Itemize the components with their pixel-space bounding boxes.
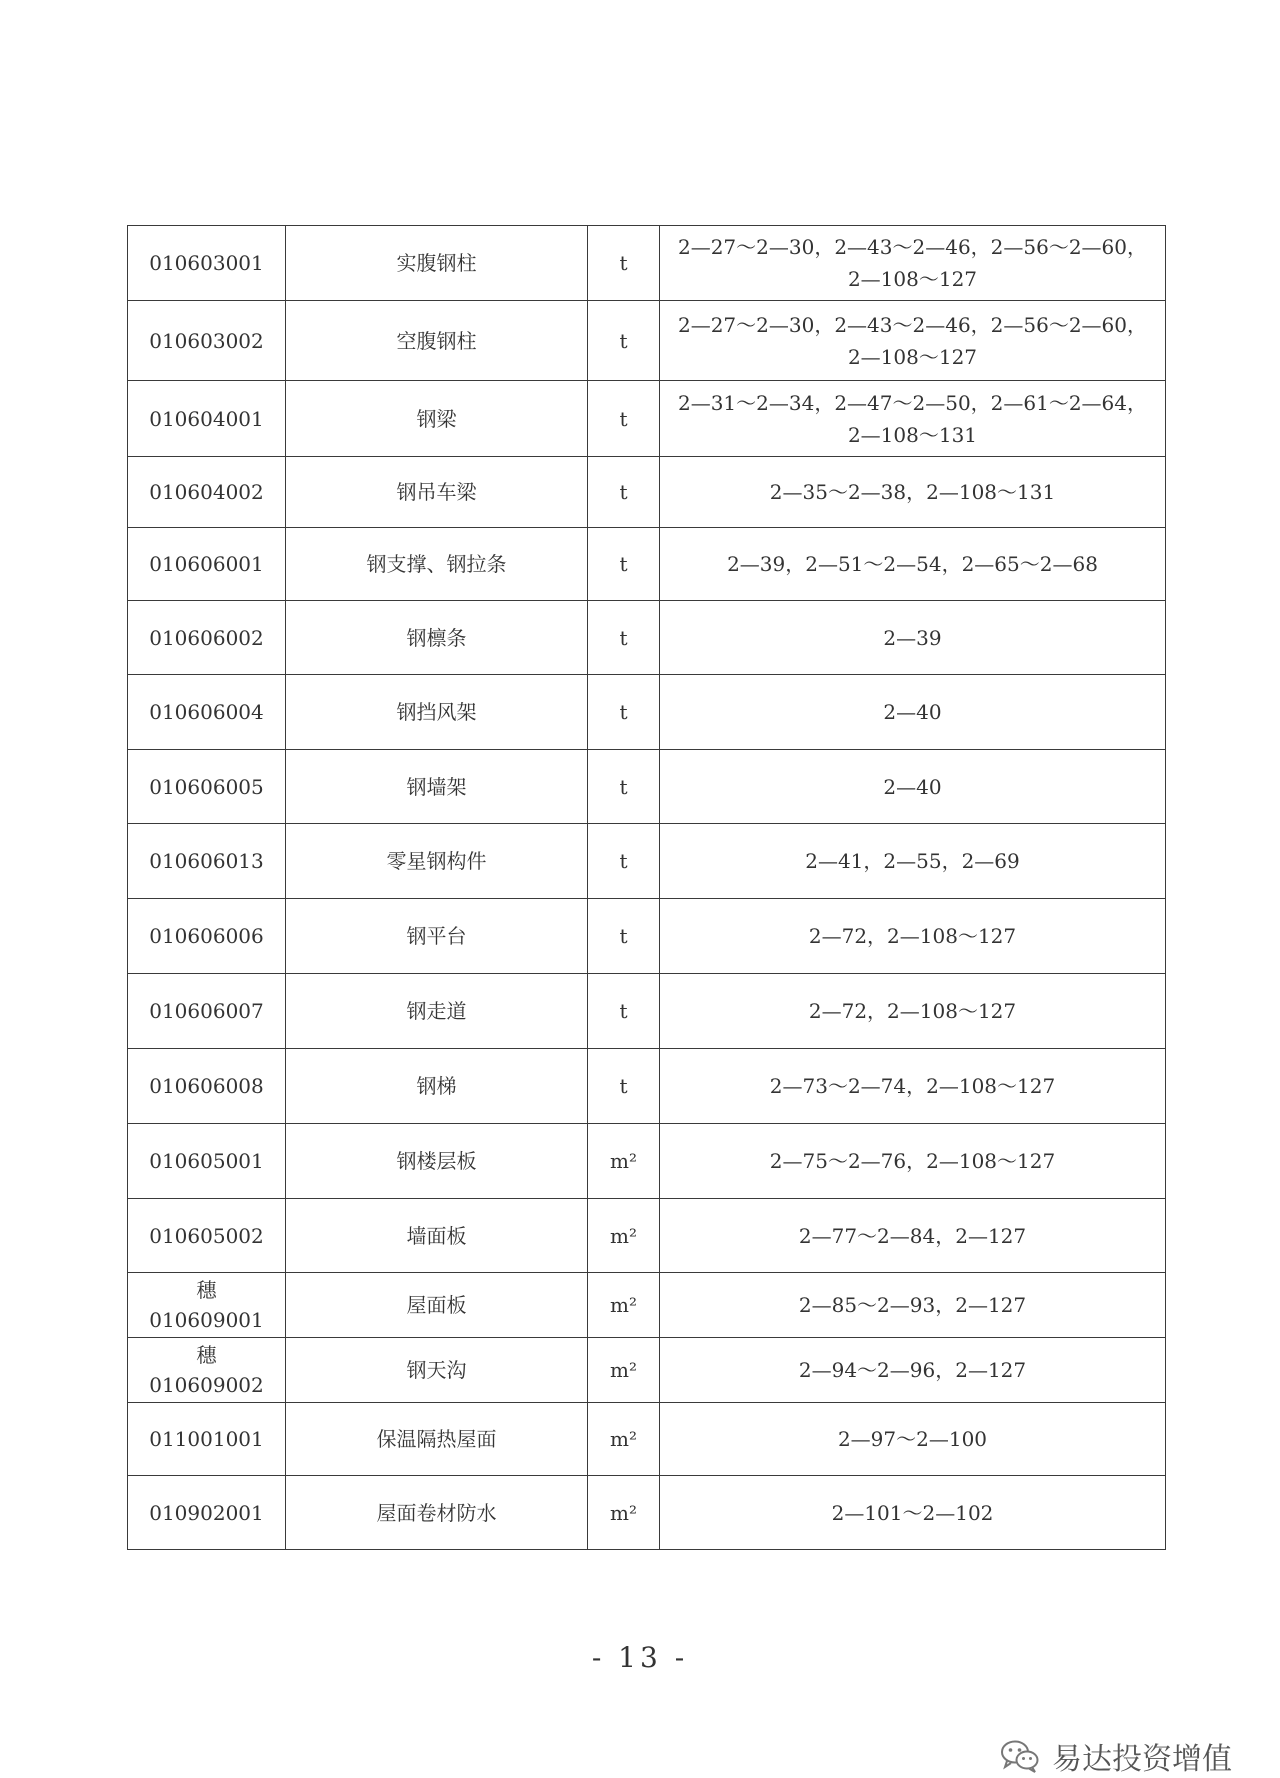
item-code: 010606001 xyxy=(149,552,264,576)
table-row xyxy=(128,1273,1166,1338)
wechat-icon xyxy=(1000,1739,1040,1773)
quota-ref-line: 2—40 xyxy=(883,774,942,799)
page-number: - 13 - xyxy=(591,1641,689,1674)
item-name: 墙面板 xyxy=(286,1199,588,1273)
item-unit: m² xyxy=(588,1273,660,1338)
item-unit: m² xyxy=(588,1338,660,1403)
item-code: 010606013 xyxy=(149,849,264,873)
item-code: 010606002 xyxy=(149,625,264,650)
quota-ref-cell xyxy=(660,1403,1166,1476)
quota-ref-cell xyxy=(660,301,1166,381)
item-code: 010606007 xyxy=(149,999,264,1023)
quota-ref-line: 2—72，2—108～127 xyxy=(808,924,1017,948)
item-code-cell xyxy=(128,1338,286,1403)
quota-ref-line: 2—108～127 xyxy=(847,344,978,369)
item-code-cell xyxy=(128,457,286,528)
quota-ref-line: 2—72，2—108～127 xyxy=(808,999,1017,1023)
table-row xyxy=(128,750,1166,824)
item-code-cell xyxy=(128,750,286,824)
table-row xyxy=(128,675,1166,750)
item-code-cell xyxy=(128,528,286,601)
quota-ref-cell xyxy=(660,899,1166,974)
quota-ref-line: 2—108～131 xyxy=(847,422,978,447)
item-name: 钢走道 xyxy=(286,974,588,1049)
item-name: 屋面卷材防水 xyxy=(286,1476,588,1550)
table-row xyxy=(128,1338,1166,1403)
item-unit: t xyxy=(588,750,660,824)
item-code: 011001001 xyxy=(149,1427,264,1451)
item-name: 钢支撑、钢拉条 xyxy=(286,528,588,601)
table-row xyxy=(128,301,1166,381)
item-name: 钢挡风架 xyxy=(286,675,588,750)
item-code-cell xyxy=(128,974,286,1049)
quota-ref-line: 2—75～2—76，2—108～127 xyxy=(769,1149,1056,1173)
table-row xyxy=(128,601,1166,675)
item-code: 010605001 xyxy=(149,1149,264,1173)
item-unit: m² xyxy=(588,1476,660,1550)
quota-ref-cell xyxy=(660,1476,1166,1550)
table-row xyxy=(128,381,1166,457)
quota-ref-line: 2—40 xyxy=(883,700,942,724)
item-unit: m² xyxy=(588,1124,660,1199)
item-name: 钢梁 xyxy=(286,381,588,457)
item-code-cell xyxy=(128,1049,286,1124)
item-name: 实腹钢柱 xyxy=(286,226,588,301)
quota-ref-line: 2—97～2—100 xyxy=(837,1427,988,1451)
table-row xyxy=(128,1049,1166,1124)
item-name: 空腹钢柱 xyxy=(286,301,588,381)
table-row xyxy=(128,457,1166,528)
item-unit: t xyxy=(588,457,660,528)
item-code-cell xyxy=(128,226,286,301)
item-code-cell xyxy=(128,301,286,381)
quota-ref-cell xyxy=(660,1199,1166,1273)
item-code-cell xyxy=(128,1403,286,1476)
quota-ref-cell xyxy=(660,226,1166,301)
item-code: 010902001 xyxy=(149,1500,264,1525)
table-row xyxy=(128,974,1166,1049)
item-code-cell xyxy=(128,601,286,675)
item-code-cell xyxy=(128,899,286,974)
item-name: 钢天沟 xyxy=(286,1338,588,1403)
item-name: 屋面板 xyxy=(286,1273,588,1338)
watermark-text: 易达投资增值 xyxy=(1052,1742,1232,1777)
item-code-cell xyxy=(128,1199,286,1273)
item-code: 010606006 xyxy=(149,924,264,948)
item-name: 钢墙架 xyxy=(286,750,588,824)
item-code-cell xyxy=(128,1476,286,1550)
item-unit: t xyxy=(588,974,660,1049)
quota-ref-line: 2—85～2—93，2—127 xyxy=(798,1293,1027,1317)
item-unit: t xyxy=(588,601,660,675)
item-unit: t xyxy=(588,675,660,750)
item-code: 010604001 xyxy=(149,406,264,431)
item-name: 钢平台 xyxy=(286,899,588,974)
item-unit: t xyxy=(588,824,660,899)
watermark xyxy=(1000,1734,1232,1778)
item-code-prefix: 穗 xyxy=(196,1278,217,1302)
item-code: 010609002 xyxy=(149,1373,264,1397)
quota-ref-line: 2—41，2—55，2—69 xyxy=(805,849,1020,873)
quota-ref-cell xyxy=(660,750,1166,824)
item-unit: t xyxy=(588,226,660,301)
table-row xyxy=(128,528,1166,601)
item-code: 010604002 xyxy=(149,480,264,504)
quota-ref-line: 2—27～2—30，2—43～2—46，2—56～2—60， xyxy=(677,235,1148,259)
item-code-cell xyxy=(128,381,286,457)
quota-ref-cell xyxy=(660,1049,1166,1124)
item-name: 钢吊车梁 xyxy=(286,457,588,528)
item-code: 010606008 xyxy=(149,1074,264,1098)
quota-ref-cell xyxy=(660,824,1166,899)
item-unit: t xyxy=(588,301,660,381)
item-unit: t xyxy=(588,528,660,601)
item-code: 010603002 xyxy=(149,328,264,353)
item-code-prefix: 穗 xyxy=(196,1343,217,1367)
item-unit: t xyxy=(588,1049,660,1124)
quota-ref-line: 2—101～2—102 xyxy=(831,1500,994,1525)
item-code: 010609001 xyxy=(149,1308,264,1332)
quota-ref-cell xyxy=(660,675,1166,750)
quota-ref-cell xyxy=(660,381,1166,457)
item-unit: t xyxy=(588,381,660,457)
item-code-cell xyxy=(128,1124,286,1199)
item-code: 010606005 xyxy=(149,774,264,799)
item-code-cell xyxy=(128,1273,286,1338)
item-name: 钢梯 xyxy=(286,1049,588,1124)
item-name: 零星钢构件 xyxy=(286,824,588,899)
quota-ref-cell xyxy=(660,1124,1166,1199)
quota-table-body xyxy=(128,226,1166,1550)
quota-ref-line: 2—31～2—34，2—47～2—50，2—61～2—64， xyxy=(677,390,1148,415)
table-row xyxy=(128,226,1166,301)
item-name: 保温隔热屋面 xyxy=(286,1403,588,1476)
quota-ref-line: 2—27～2—30，2—43～2—46，2—56～2—60， xyxy=(677,312,1148,337)
table-row xyxy=(128,1403,1166,1476)
quota-ref-cell xyxy=(660,1338,1166,1403)
table-row xyxy=(128,1476,1166,1550)
table-row xyxy=(128,899,1166,974)
quota-ref-line: 2—39，2—51～2—54，2—65～2—68 xyxy=(727,552,1098,576)
item-unit: m² xyxy=(588,1199,660,1273)
item-code: 010603001 xyxy=(149,251,264,275)
quota-ref-cell xyxy=(660,457,1166,528)
quota-ref-line: 2—39 xyxy=(883,625,942,650)
item-code-cell xyxy=(128,675,286,750)
quota-ref-line: 2—77～2—84，2—127 xyxy=(798,1223,1027,1248)
item-name: 钢檩条 xyxy=(286,601,588,675)
table-row xyxy=(128,1199,1166,1273)
item-unit: t xyxy=(588,899,660,974)
quota-ref-cell xyxy=(660,1273,1166,1338)
item-code: 010605002 xyxy=(149,1223,264,1248)
table-row xyxy=(128,1124,1166,1199)
quota-ref-line: 2—35～2—38，2—108～131 xyxy=(769,480,1056,504)
item-name: 钢楼层板 xyxy=(286,1124,588,1199)
item-unit: m² xyxy=(588,1403,660,1476)
quota-ref-line: 2—94～2—96，2—127 xyxy=(798,1358,1027,1382)
quota-ref-line: 2—73～2—74，2—108～127 xyxy=(769,1074,1056,1098)
table-row xyxy=(128,824,1166,899)
quota-ref-cell xyxy=(660,974,1166,1049)
quota-table xyxy=(127,225,1166,1550)
quota-ref-line: 2—108～127 xyxy=(847,267,978,291)
item-code-cell xyxy=(128,824,286,899)
item-code: 010606004 xyxy=(149,700,264,724)
quota-ref-cell xyxy=(660,528,1166,601)
quota-ref-cell xyxy=(660,601,1166,675)
